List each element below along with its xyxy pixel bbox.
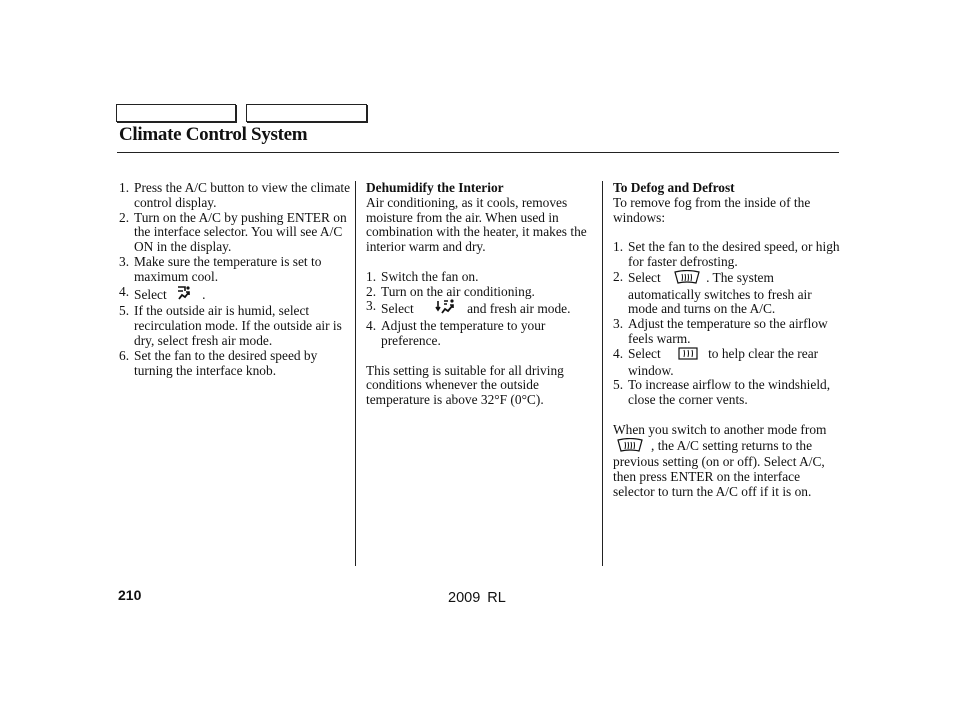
- list-item: 5. If the outside air is humid, select recirculation mode. If the outside air is dry, select fresh air mode.: [119, 303, 342, 348]
- footer-model: 2009 RL: [448, 590, 506, 606]
- column-3: [613, 181, 841, 500]
- list-item: 2. Turn on the air conditioning.: [366, 283, 535, 299]
- defrost-steps-list: [613, 240, 841, 408]
- list-item: 1. Switch the fan on.: [366, 268, 479, 284]
- note-text: When you switch to another mode from , the A/C setting returns to the previous setting (on or off). Select A/C, then press ENTER on the interface selector to turn the A/C off if it is on.: [613, 421, 827, 499]
- page-number: 210: [118, 587, 142, 603]
- list-item: 5. To increase airflow to the windshield, close the corner vents.: [613, 377, 831, 408]
- column-divider-1: [355, 181, 356, 566]
- list-item: 1. Press the A/C button to view the climate control display.: [119, 180, 351, 210]
- column-2: [366, 181, 596, 408]
- windshield-defrost-icon: [617, 438, 643, 456]
- note-text: This setting is suitable for all driving conditions whenever the outside temperature is above 32°F (0°C).: [366, 362, 564, 408]
- section-heading: Dehumidify the Interior: [366, 180, 504, 195]
- list-item: 6. Set the fan to the desired speed by turning the interface knob.: [119, 347, 318, 378]
- list-item: 4. Adjust the temperature to your preference.: [366, 318, 546, 348]
- intro-text: Air conditioning, as it cools, removes moisture from the air. When used in combination with the heater, it makes the interior warm and dry.: [366, 194, 587, 255]
- dehumidify-steps-list: [366, 270, 596, 349]
- title-rule: [117, 152, 839, 153]
- column-divider-2: [602, 181, 603, 566]
- column-1: [119, 181, 351, 378]
- list-item: 3. Select and fresh air mode.: [366, 299, 596, 319]
- bi-level-mode-icon: [176, 285, 192, 305]
- windshield-defrost-icon: [674, 270, 700, 288]
- page-title: Climate Control System: [119, 124, 308, 145]
- header-tab-right: [246, 104, 367, 122]
- list-item: 1. Set the fan to the desired speed, or high for faster defrosting.: [613, 239, 840, 269]
- header-tab-left: [116, 104, 236, 122]
- list-item: 4. Select .: [119, 285, 351, 305]
- rear-defrost-icon: [678, 347, 698, 364]
- list-item: 3. Make sure the temperature is set to maximum cool.: [119, 253, 322, 284]
- list-item: 2. Turn on the A/C by pushing ENTER on the interface selector. You will see A/C ON in the display.: [119, 209, 347, 255]
- list-item: 4. Select to help clear the rear window.: [613, 345, 819, 378]
- section-heading: To Defog and Defrost: [613, 180, 735, 195]
- bi-level-floor-mode-icon: [435, 299, 457, 319]
- intro-text: To remove fog from the inside of the windows:: [613, 194, 811, 225]
- ac-steps-list: [119, 181, 351, 378]
- list-item: 2. Select . The system automatically switches to fresh air mode and turns on the A/C.: [613, 268, 812, 317]
- list-item: 3. Adjust the temperature so the airflow feels warm.: [613, 316, 828, 346]
